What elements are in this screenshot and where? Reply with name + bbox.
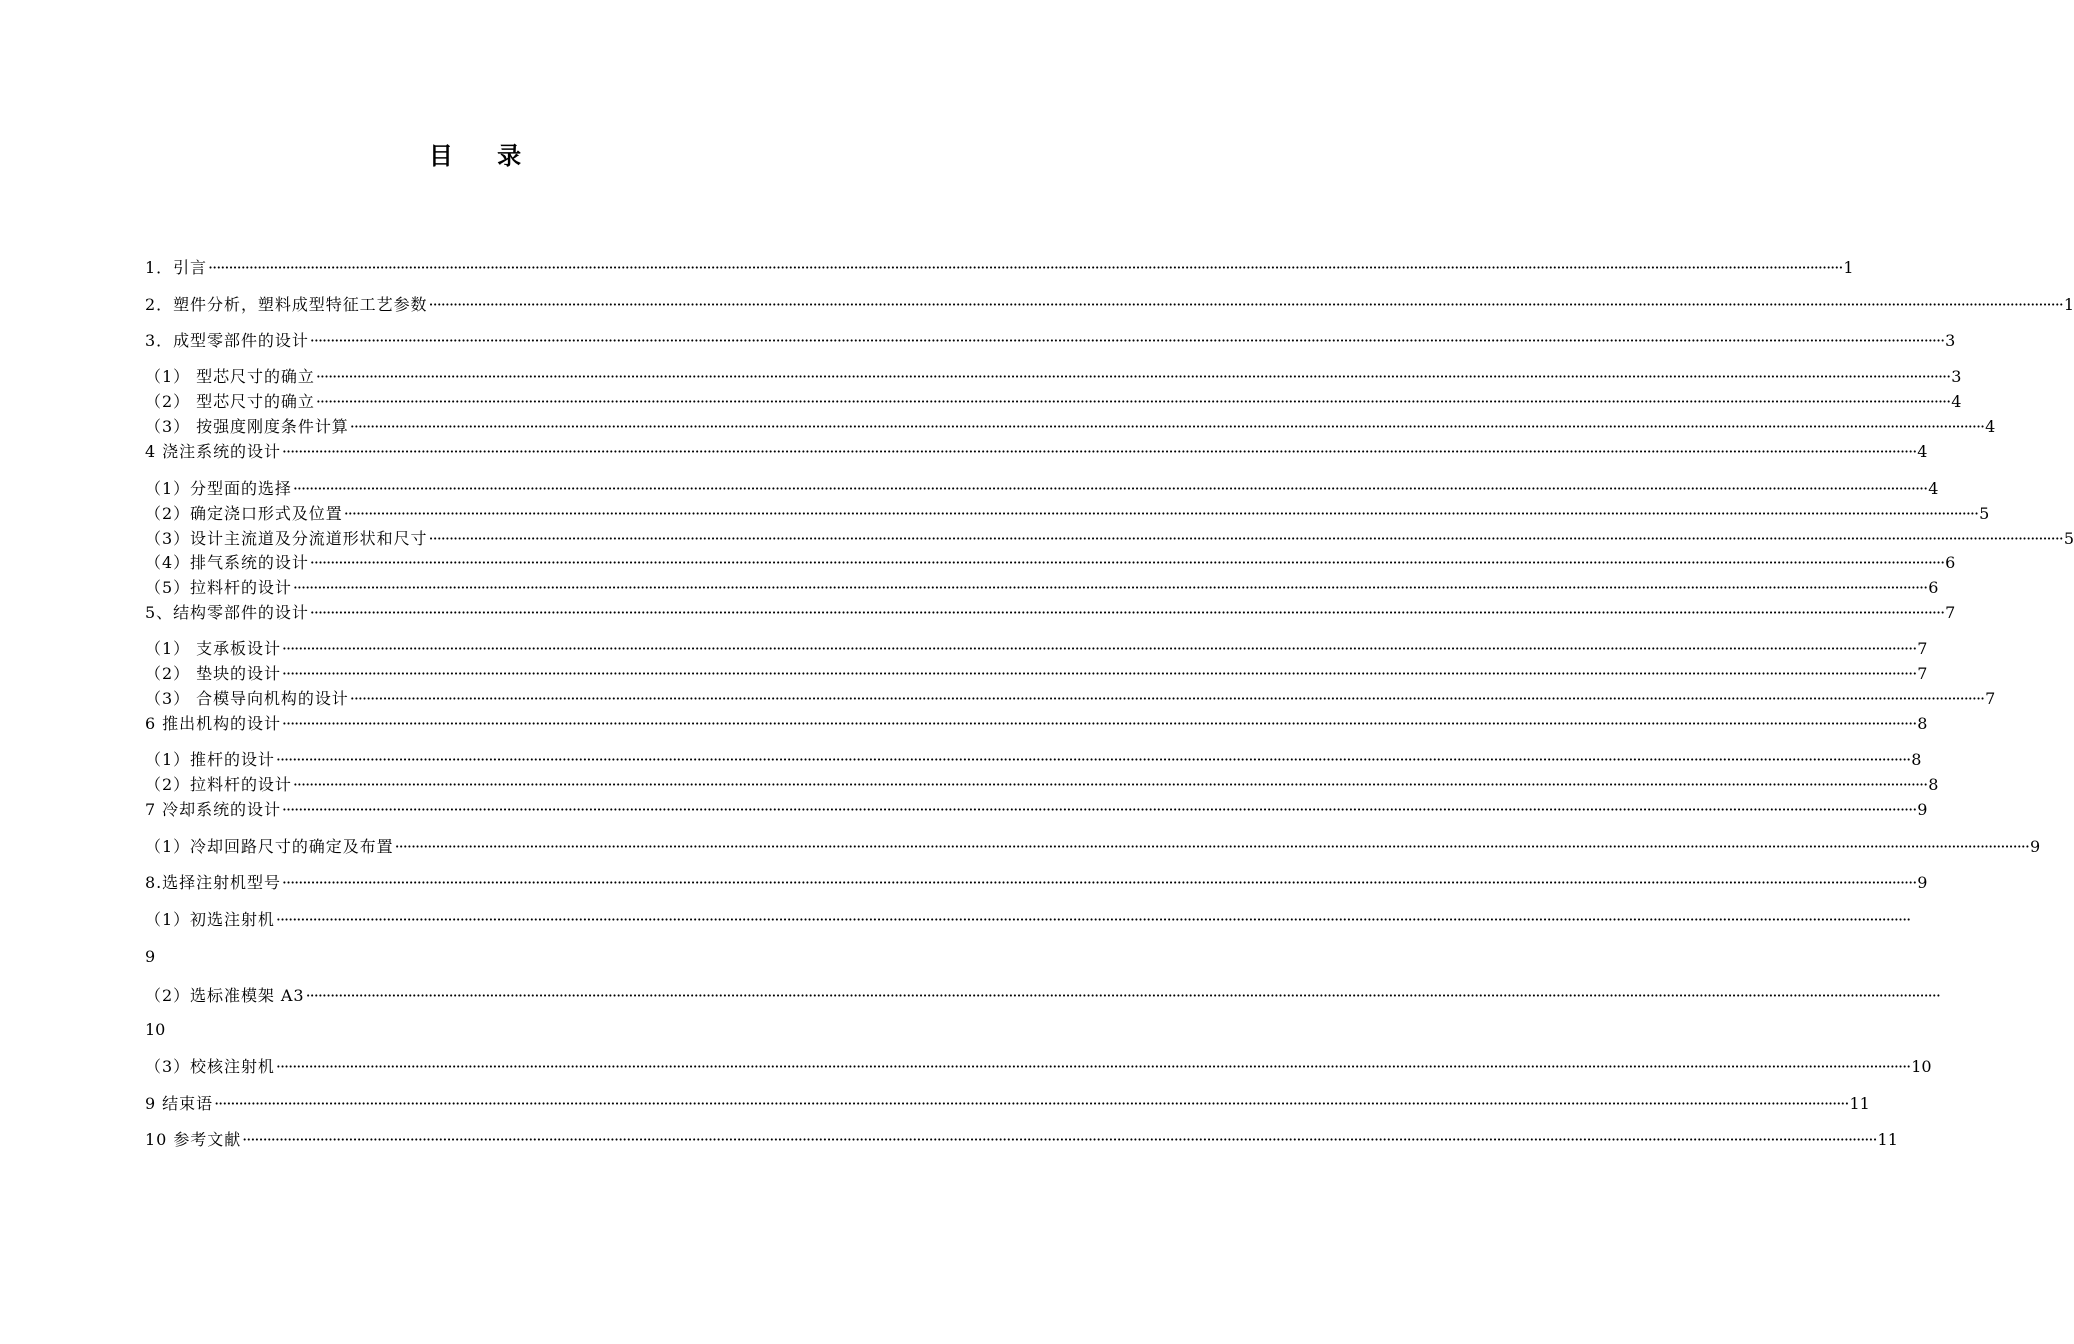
toc-entry[interactable] [145, 688, 1996, 710]
toc-entry-page: 7 [1917, 664, 1928, 683]
toc-entry-page: 11 [1877, 1130, 1898, 1149]
toc-entry-label: 2．塑件分析，塑料成型特征工艺参数 [145, 295, 428, 314]
toc-entry[interactable] [145, 294, 2074, 316]
toc-entry-page: 1 [2063, 295, 2074, 314]
toc-entry-page: 10 [145, 1020, 166, 1039]
toc-entry[interactable] [145, 503, 1990, 525]
toc-entry-label: （4）排气系统的设计 [145, 553, 309, 572]
toc-entry[interactable] [145, 528, 2074, 550]
toc-entry[interactable] [145, 713, 1928, 735]
toc-entry-page: 9 [2029, 837, 2041, 856]
toc-entry[interactable] [145, 577, 1939, 599]
toc-entry-label: （1）分型面的选择 [145, 479, 292, 498]
toc-leader-dots: ················································································································································································································································································································································································································ [315, 392, 1951, 411]
toc-entry-label: （1）冷却回路尺寸的确定及布置 [145, 837, 394, 856]
toc-entry-page: 3 [1951, 367, 1962, 386]
toc-entry-page: 5 [1979, 504, 1990, 523]
toc-entry-label: （2）拉料杆的设计 [145, 775, 292, 794]
toc-leader-dots: ················································································································································································································································································································································································································ [292, 578, 1928, 597]
toc-entry-label: （2） 型芯尺寸的确立 [145, 392, 315, 411]
toc-entry[interactable] [145, 1056, 1932, 1078]
toc-entry-page: 1 [1843, 258, 1854, 277]
toc-entry-page: 7 [1945, 603, 1956, 622]
toc-leader-dots: ················································································································································································································································································································································································································ [281, 442, 1917, 461]
toc-leader-dots: ················································································································································································································································································································································································································ [214, 1094, 1849, 1113]
toc-entry-label: （2）确定浇口形式及位置 [145, 504, 343, 523]
toc-leader-dots: ················································································································································································································································································································································································································ [349, 689, 1985, 708]
toc-leader-dots: ················································································································································································································································································································································································································ [349, 417, 1985, 436]
toc-leader-dots: ················································································································································································································································································································································································································ [281, 639, 1917, 658]
toc-entry-page: 9 [145, 947, 156, 966]
toc-leader-dots: ················································································································································································································································································································································································································ [428, 529, 2063, 548]
toc-entry-page: 9 [1917, 800, 1928, 819]
toc-entry-page: 10 [1911, 1057, 1932, 1076]
toc-entry[interactable] [145, 391, 1962, 413]
toc-entry-label: （1） 型芯尺寸的确立 [145, 367, 315, 386]
toc-entry[interactable] [145, 638, 1928, 660]
toc-entry-page: 7 [1917, 639, 1928, 658]
toc-entry-label: 6 推出机构的设计 [145, 714, 281, 733]
toc-leader-dots: ················································································································································································································································································································································································································ [309, 603, 1945, 622]
toc-leader-dots: ················································································································································································································································································································································································································ [343, 504, 1979, 523]
toc-leader-dots: ················································································································································································································································································································································································································ [275, 910, 1911, 929]
toc-leader-dots: ················································································································································································································································································································································································································ [281, 800, 1917, 819]
toc-entry-page: 11 [1849, 1094, 1870, 1113]
toc-entry-label: 1．引言 [145, 258, 208, 277]
toc-entry-label: 3．成型零部件的设计 [145, 331, 309, 350]
toc-leader-dots: ················································································································································································································································································································································································································ [292, 775, 1928, 794]
page-title: 目 录 [428, 141, 540, 170]
toc-entry-label: （3）设计主流道及分流道形状和尺寸 [145, 529, 428, 548]
toc-entry[interactable] [145, 799, 1928, 821]
toc-entry[interactable] [145, 836, 2041, 858]
toc-entry-label: 5、结构零部件的设计 [145, 603, 309, 622]
toc-entry-label: （1）推杆的设计 [145, 750, 275, 769]
toc-entry-page: 8 [1911, 750, 1922, 769]
toc-entry-label: 4 浇注系统的设计 [145, 442, 281, 461]
toc-entry[interactable] [145, 1129, 1898, 1151]
toc-entry-label: （3） 合模导向机构的设计 [145, 689, 349, 708]
toc-entry-page: 4 [1917, 442, 1928, 461]
toc-entry-label: （1） 支承板设计 [145, 639, 281, 658]
toc-entry[interactable] [145, 257, 1854, 279]
toc-entry[interactable] [145, 441, 1928, 463]
toc-leader-dots: ················································································································································································································································································································································································································ [309, 553, 1945, 572]
toc-leader-dots: ················································································································································································································································································································································································································ [394, 837, 2029, 856]
toc-leader-dots: ················································································································································································································································································································································································································ [428, 295, 2063, 314]
toc-leader-dots: ················································································································································································································································································································································································································ [281, 873, 1917, 892]
toc-leader-dots: ················································································································································································································································································································································································································ [281, 664, 1917, 683]
toc-leader-dots: ················································································································································································································································································································································································································ [281, 714, 1917, 733]
toc-entry[interactable] [145, 478, 1939, 500]
toc-entry[interactable] [145, 749, 1922, 771]
toc-entry[interactable] [145, 1093, 1870, 1115]
toc-entry-page: 4 [1985, 417, 1996, 436]
toc-leader-dots: ················································································································································································································································································································································································································ [208, 258, 1843, 277]
toc-entry-page: 6 [1945, 553, 1956, 572]
toc-entry-page: 7 [1985, 689, 1996, 708]
toc-entry[interactable] [145, 872, 1928, 894]
toc-entry[interactable] [145, 774, 1939, 796]
toc-entry-page: 5 [2063, 529, 2074, 548]
toc-entry-label: （2） 垫块的设计 [145, 664, 281, 683]
toc-entry-page: 3 [1945, 331, 1956, 350]
toc-leader-dots: ················································································································································································································································································································································································································ [309, 331, 1945, 350]
toc-entry-page: 4 [1951, 392, 1962, 411]
toc-entry[interactable] [145, 909, 1911, 931]
toc-entry-page: 4 [1928, 479, 1939, 498]
toc-leader-dots: ················································································································································································································································································································································································································ [315, 367, 1951, 386]
toc-entry-page: 6 [1928, 578, 1939, 597]
toc-leader-dots: ················································································································································································································································································································································································································ [242, 1130, 1877, 1149]
toc-entry-label: （3） 按强度刚度条件计算 [145, 417, 349, 436]
toc-entry-label: （3）校核注射机 [145, 1057, 275, 1076]
toc-leader-dots: ················································································································································································································································································································································································································ [275, 1057, 1911, 1076]
toc-entry-label: 10 参考文献 [145, 1130, 242, 1149]
toc-entry-label: 9 结束语 [145, 1094, 214, 1113]
toc-leader-dots: ················································································································································································································································································································································································································ [275, 750, 1911, 769]
toc-leader-dots: ················································································································································································································································································································································································································ [292, 479, 1928, 498]
toc-entry[interactable] [145, 602, 1956, 624]
toc-entry-label: 7 冷却系统的设计 [145, 800, 281, 819]
toc-entry-label: （5）拉料杆的设计 [145, 578, 292, 597]
toc-entry-label: （1）初选注射机 [145, 910, 275, 929]
toc-entry[interactable] [145, 985, 1940, 1007]
toc-entry[interactable] [145, 552, 1956, 574]
toc-entry-page: 9 [1917, 873, 1928, 892]
toc-entry-label: （2）选标准模架 A3 [145, 986, 305, 1005]
toc-entry-page: 8 [1928, 775, 1939, 794]
toc-leader-dots: ················································································································································································································································································································································································································ [305, 986, 1940, 1005]
toc-entry-page: 8 [1917, 714, 1928, 733]
toc-entry[interactable] [145, 330, 1956, 352]
toc-entry[interactable] [145, 416, 1996, 438]
toc-entry[interactable] [145, 366, 1962, 388]
toc-entry[interactable] [145, 663, 1928, 685]
toc-entry-label: 8.选择注射机型号 [145, 873, 281, 892]
